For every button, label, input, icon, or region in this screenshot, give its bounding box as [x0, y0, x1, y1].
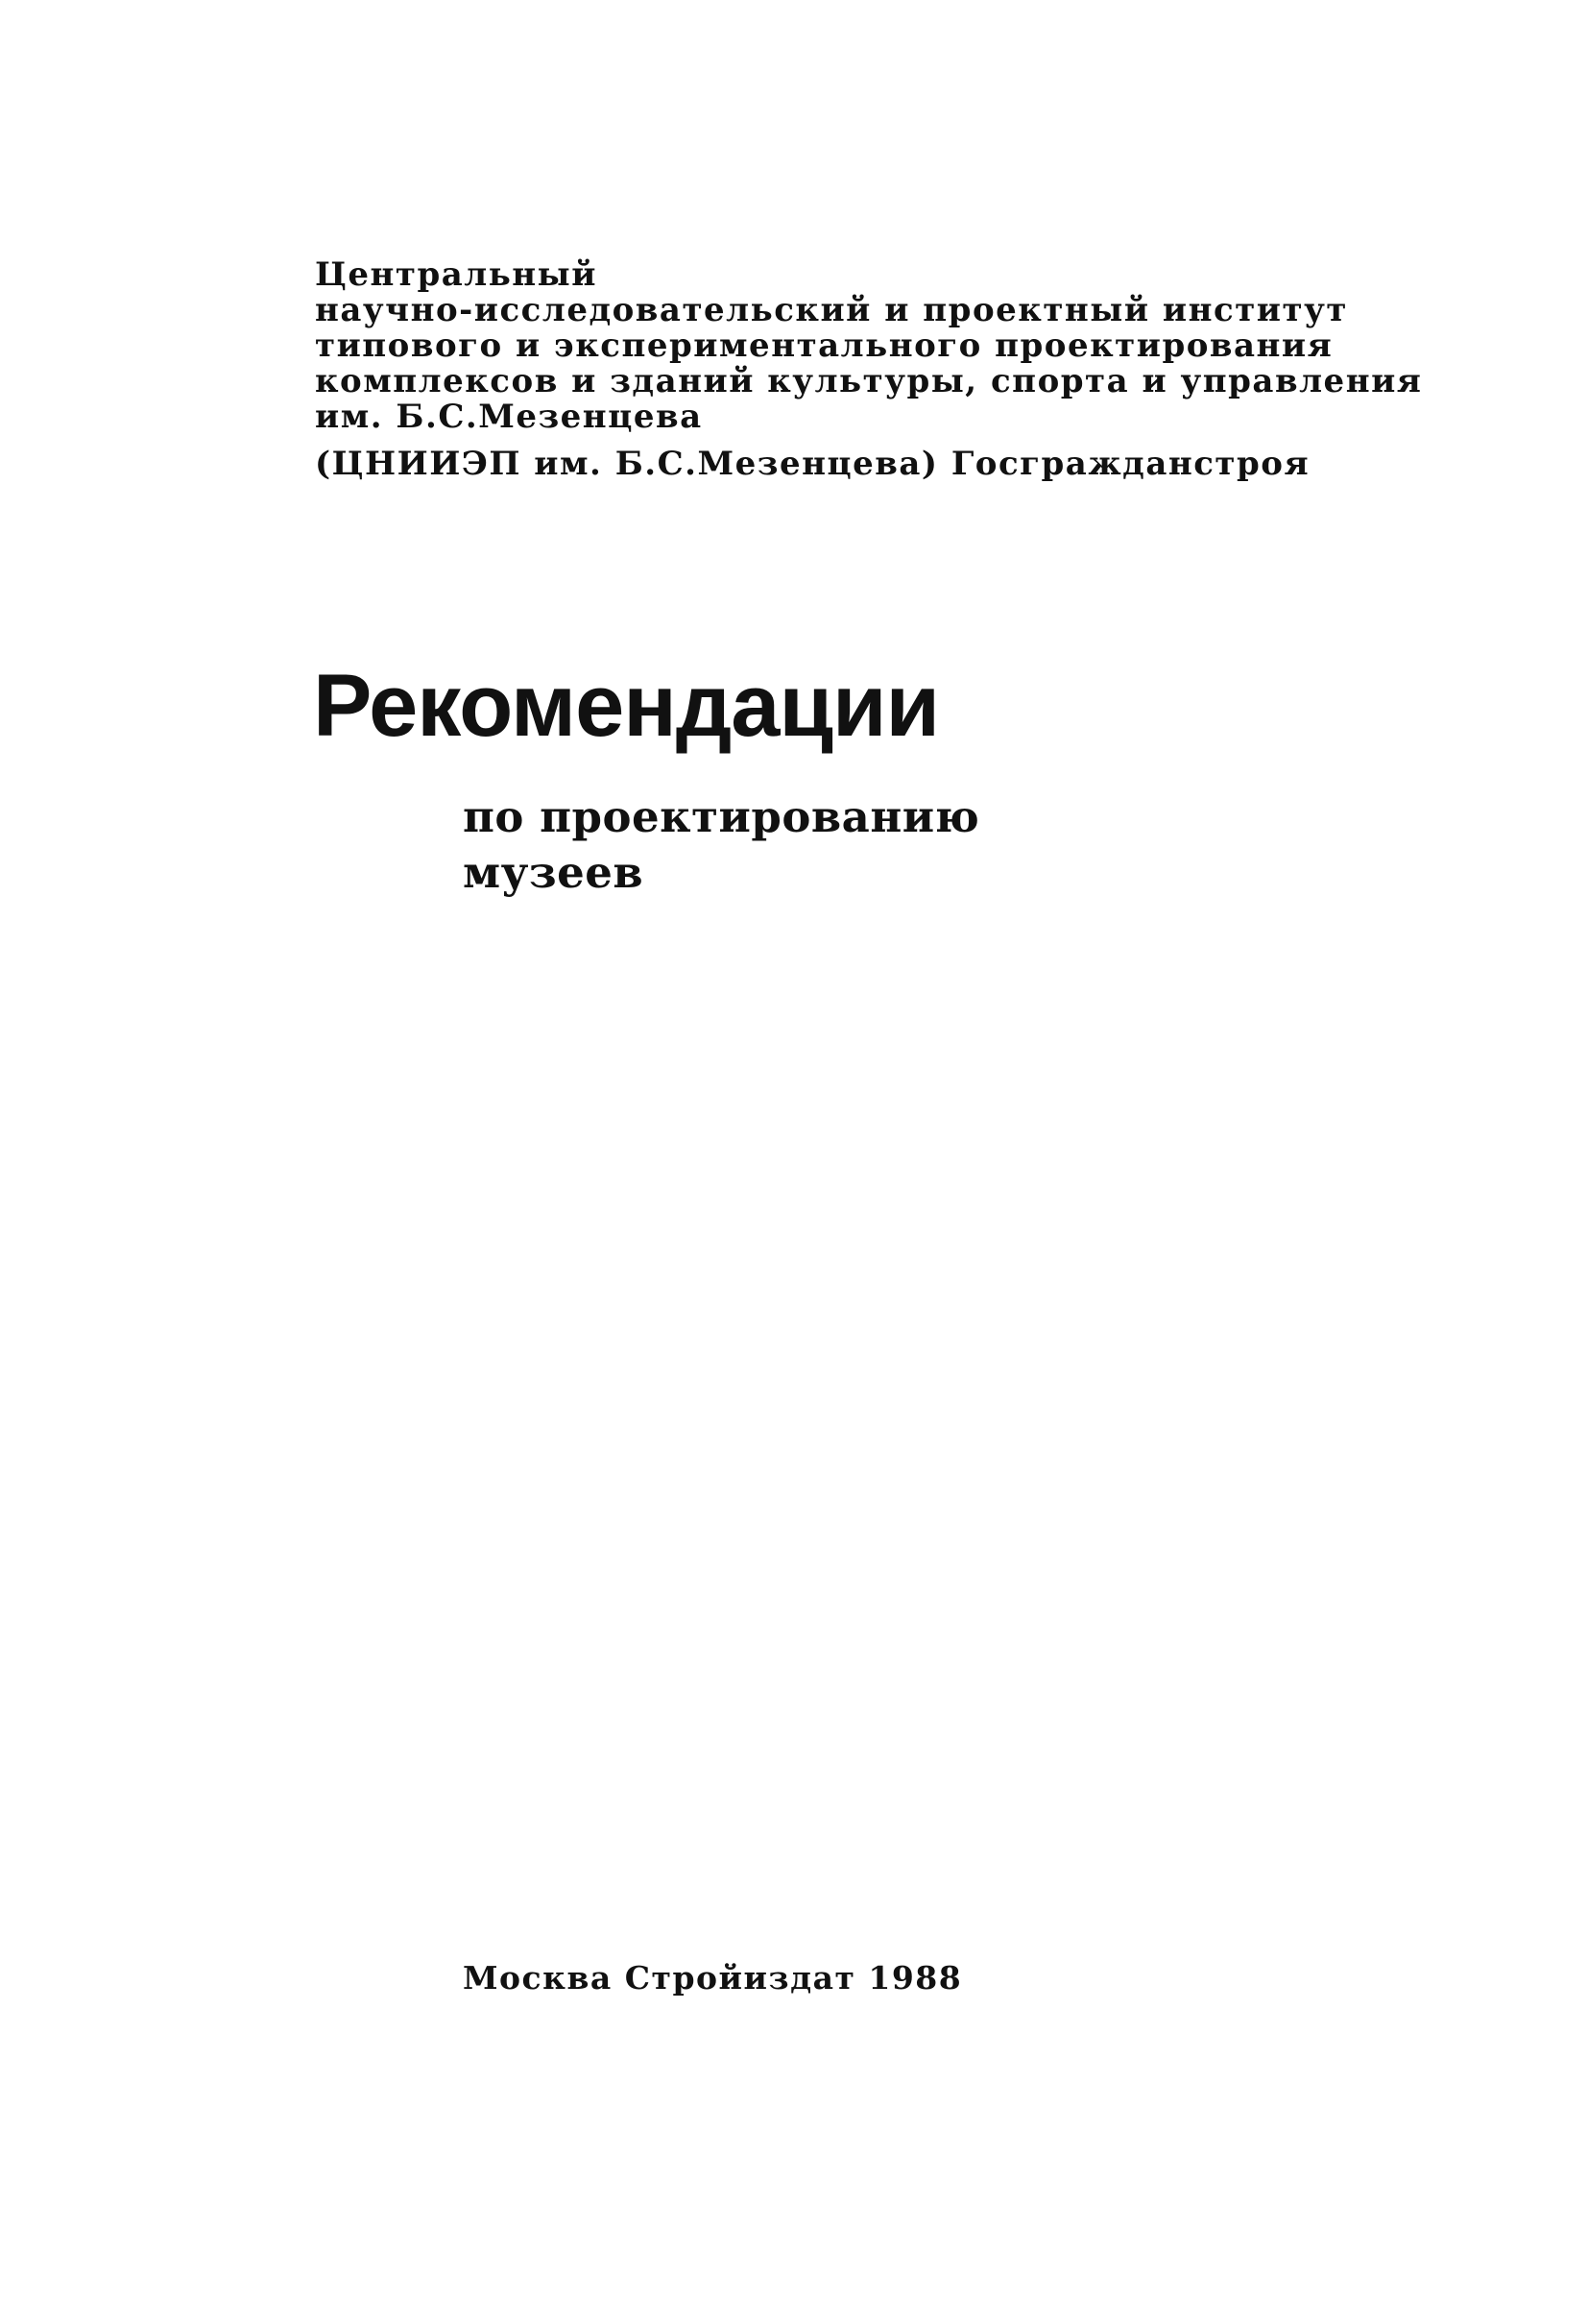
document-title: Рекомендации: [313, 657, 940, 755]
institution-line: им. Б.С.Мезенцева: [315, 398, 703, 436]
document-subtitle: [463, 789, 979, 901]
institution-line: комплексов и зданий культуры, спорта и управления: [315, 362, 1423, 400]
institution-line: научно-исследовательский и проектный институт: [315, 291, 1348, 329]
subtitle-line: музеев: [463, 847, 644, 898]
institution-block: [315, 257, 1448, 482]
institution-line: типового и экспериментального проектирования: [315, 327, 1334, 365]
institution-line: Центральный: [315, 255, 597, 294]
publisher-imprint: Москва Стройиздат 1988: [463, 1959, 963, 1997]
subtitle-line: по проектированию: [463, 791, 980, 842]
institution-abbreviation: (ЦНИИЭП им. Б.С.Мезенцева) Госгражданстроя: [315, 445, 1311, 483]
